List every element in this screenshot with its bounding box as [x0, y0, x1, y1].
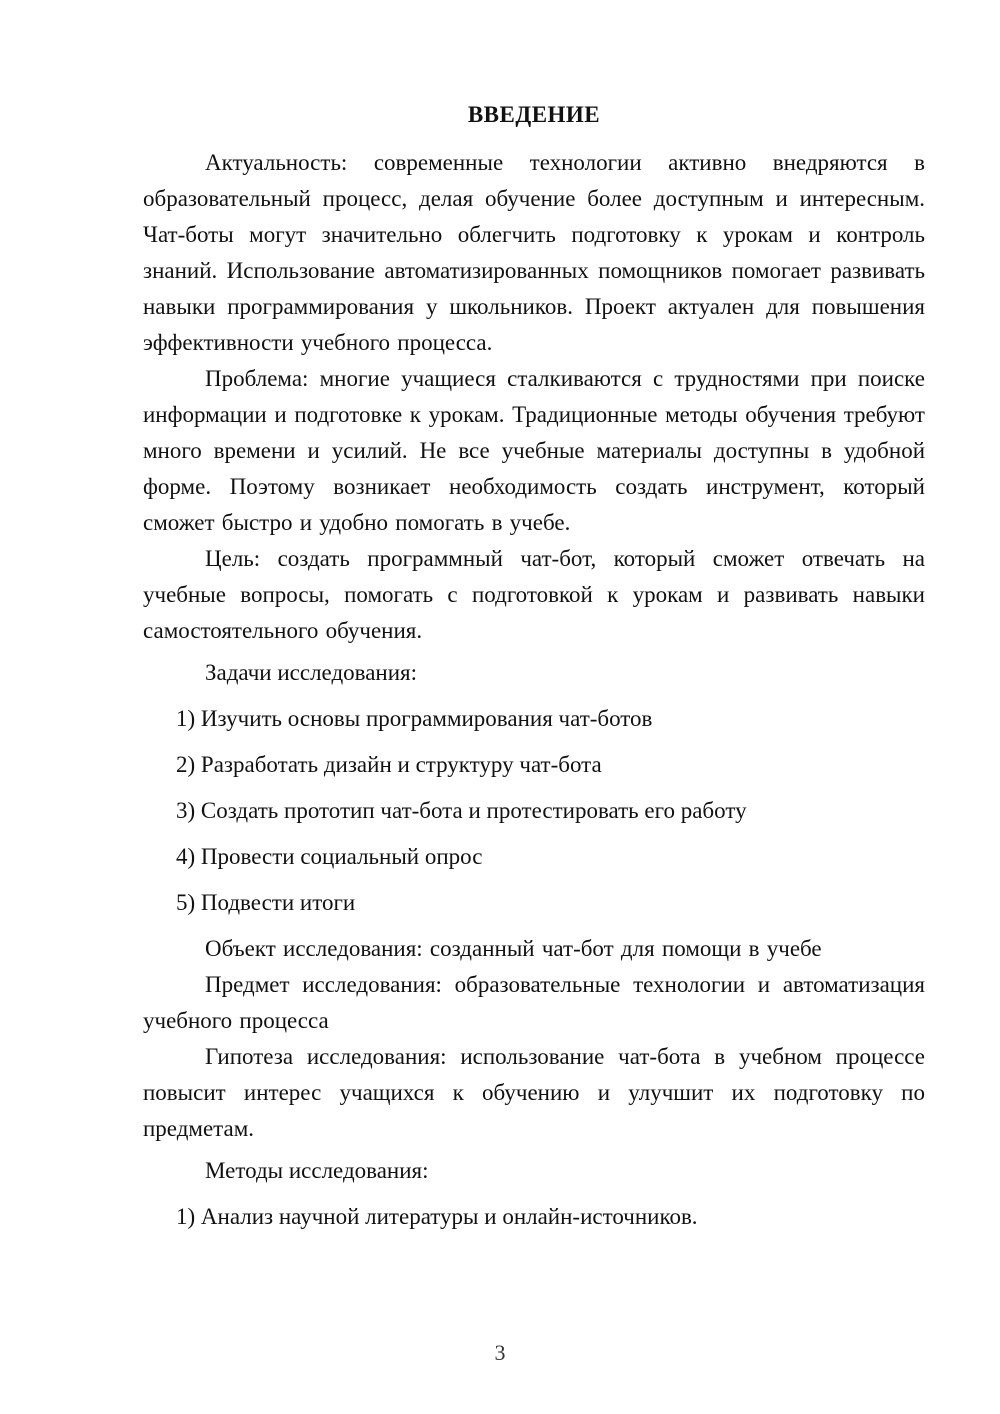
- page-title: ВВЕДЕНИЕ: [467, 102, 601, 127]
- task-item-1: 1) Изучить основы программирования чат-ботов: [176, 706, 653, 731]
- task-item-2: 2) Разработать дизайн и структуру чат-бота: [176, 752, 602, 777]
- page-number: 3: [494, 1340, 506, 1365]
- task-item-3: 3) Создать прототип чат-бота и протестировать его работу: [176, 798, 747, 823]
- paragraph-subject: Предмет исследования: образовательные технологии и автоматизация учебного процесса: [143, 972, 925, 1033]
- tasks-heading: Задачи исследования:: [205, 660, 418, 685]
- paragraph-actuality: Актуальность: современные технологии активно внедряются в образовательный процесс, делая обучение более доступным и интересным. Чат-боты могут значительно облегчить подготовку к урокам и контроль знаний. Использование автоматизированных помощников помогает развивать навыки программирования у школьников. Проект актуален для повышения эффективности учебного процесса.: [143, 150, 925, 355]
- methods-heading: Методы исследования:: [205, 1158, 429, 1183]
- method-item-1: 1) Анализ научной литературы и онлайн-источников.: [176, 1204, 698, 1229]
- task-item-4: 4) Провести социальный опрос: [176, 844, 483, 869]
- task-item-5: 5) Подвести итоги: [176, 890, 356, 915]
- paragraph-goal: Цель: создать программный чат-бот, который сможет отвечать на учебные вопросы, помогать с подготовкой к урокам и развивать навыки самостоятельного обучения.: [143, 546, 925, 643]
- paragraph-hypothesis: Гипотеза исследования: использование чат-бота в учебном процессе повысит интерес учащихся к обучению и улучшит их подготовку по предметам.: [143, 1044, 925, 1141]
- paragraph-object: Объект исследования: созданный чат-бот для помощи в учебе: [205, 936, 822, 961]
- paragraph-problem: Проблема: многие учащиеся сталкиваются с трудностями при поиске информации и подготовке к урокам. Традиционные методы обучения требуют много времени и усилий. Не все учебные материалы доступны в удобной форме. Поэтому возникает необходимость создать инструмент, который сможет быстро и удобно помогать в учебе.: [143, 366, 925, 535]
